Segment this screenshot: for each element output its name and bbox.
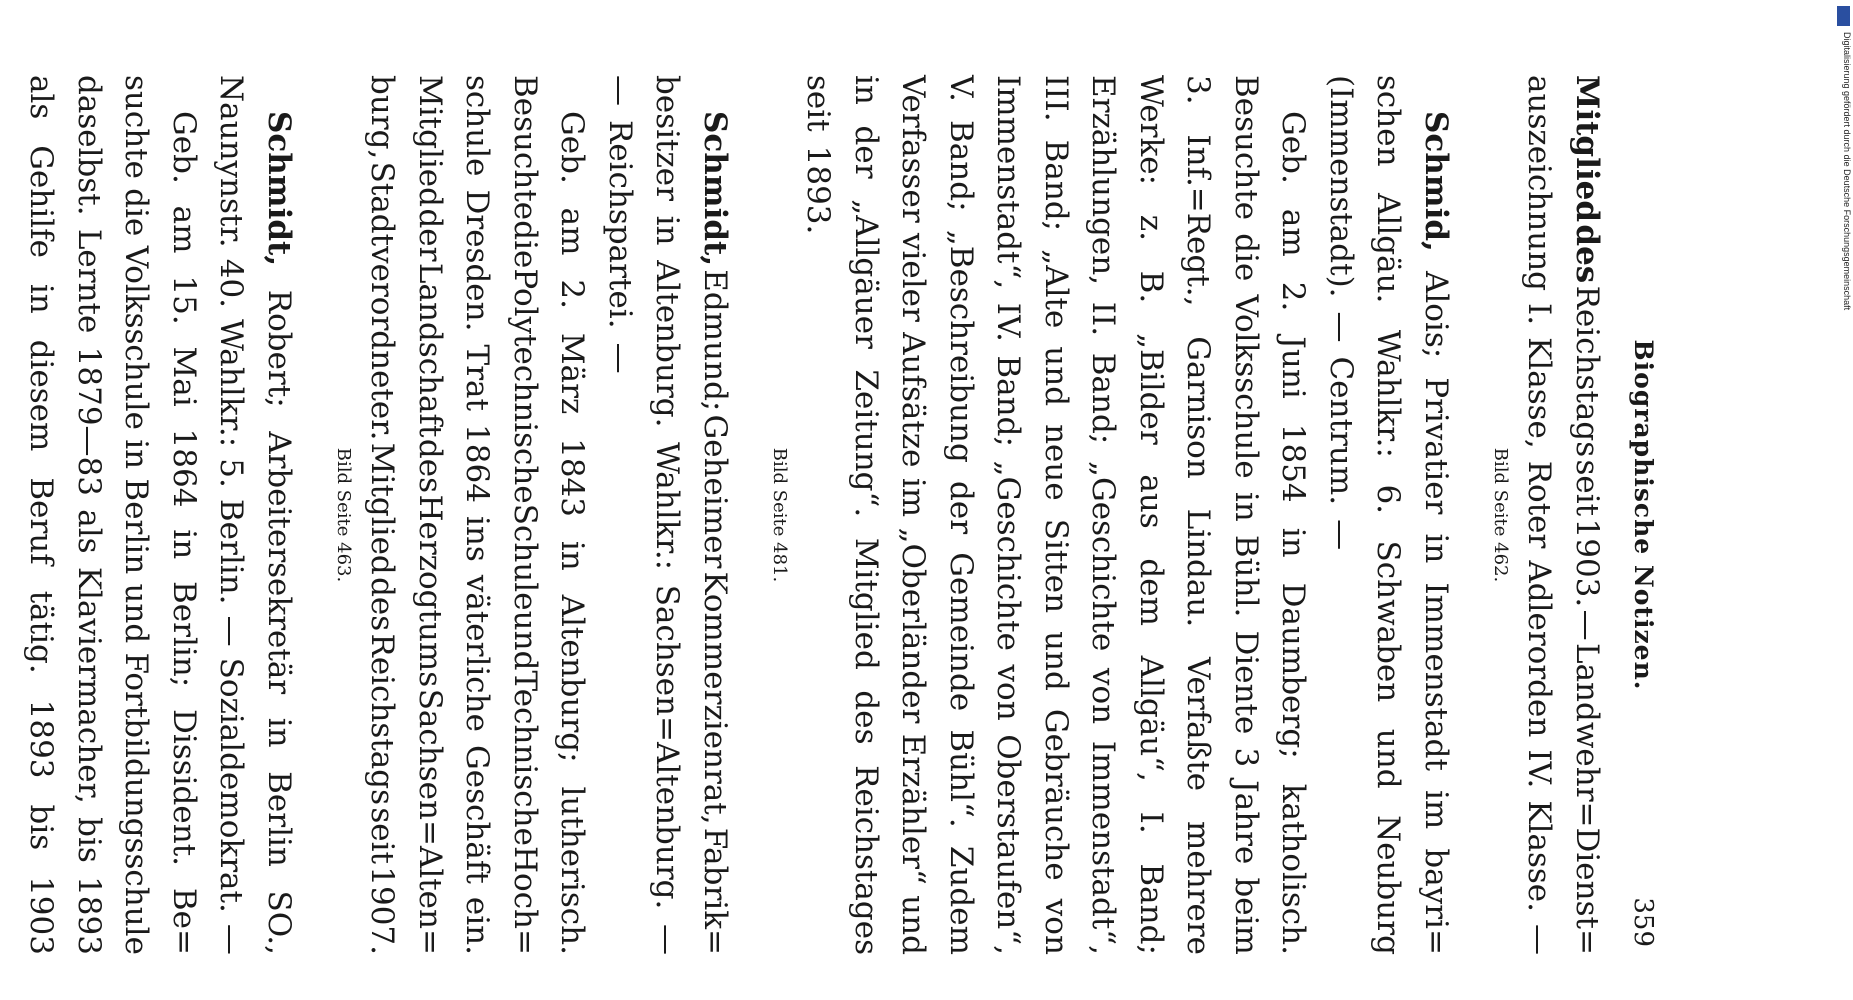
word: 1903. [1569,518,1605,608]
word: Klaviermacher, [71,566,107,804]
word: Immenstadt“, [1085,740,1122,955]
word: Reichstages [848,765,884,955]
word: am [1275,208,1312,257]
word: Hoch= [507,846,543,955]
word: Diente [1228,630,1264,735]
word: 1864 [459,424,496,503]
word: II. [1085,301,1122,337]
dfg-logo-icon [1837,6,1850,26]
word: väterliche [459,574,496,732]
word: Volksschule [118,245,155,430]
word: von [1085,668,1122,725]
word: Centrum. [1323,356,1359,506]
word: Sachsen=Altenburg. [649,584,686,910]
word: Robert; [261,289,297,408]
word: und [1038,631,1074,691]
text-line [1515,75,1563,955]
picture-reference: Bild Seite 481. [769,447,790,583]
word: am [554,207,591,256]
word: 6. [1370,484,1407,515]
word: 2. [554,279,591,309]
word: neue [1038,424,1074,501]
text-line [1032,75,1080,955]
digitization-credit: Digitalisierung gefördert durch die Deutsche Forschungsgemeinschaft [1842,32,1852,311]
word: die [507,220,543,269]
word: (Immenstadt). [1323,75,1359,298]
word: des [412,438,448,493]
word: Jahre [1228,780,1264,865]
word: schule [459,75,496,177]
word: Reichstags [364,633,401,806]
word: Bühl“. [943,729,979,828]
word: in [649,215,686,246]
word: Geb. [1275,111,1312,184]
word: der [412,208,448,262]
text-line [501,75,549,955]
text-line [643,75,691,955]
word: Band; [1085,352,1122,445]
word: Allgäu“, [1133,655,1169,782]
word: Sozialdemokrat. [213,657,250,913]
word: burg, [364,75,401,160]
word: IV. [1521,749,1558,789]
word: in [261,717,297,748]
word: Schmidt, [697,111,733,267]
word: als [71,509,107,554]
word: am [166,205,202,254]
word: Berlin [118,478,155,575]
word: des [848,690,884,745]
word: „Bilder [1133,332,1169,445]
word: Alois; [1418,270,1454,359]
word: und [1038,346,1074,407]
word: 1903 [23,876,60,955]
word: tätig. [23,590,60,674]
word: I. [1521,303,1558,326]
word: der [848,125,884,179]
text-line [358,75,406,955]
text-line [453,75,501,955]
word: „Allgäuer [848,199,884,349]
word: B. [1133,270,1169,304]
word: und [118,583,155,644]
text-line [596,75,644,955]
text-line [548,75,596,955]
word: Polytechnische [507,268,543,504]
word: Schmidt, [261,111,297,267]
word: aus [1133,474,1169,529]
word: Wahlkr.: [649,442,686,571]
word: 1893. [800,145,837,235]
dfg-credit-strip [1836,2,1852,998]
word: Privatier [1418,377,1454,515]
word: in [23,283,60,314]
word: lutherisch. [554,786,591,955]
word: 15. [166,275,202,325]
word: Geheimer [697,414,733,569]
word: beim [1228,877,1264,955]
text-line [842,75,890,955]
word: Berlin; [166,581,202,688]
word: 1843 [554,438,591,517]
word: März [554,332,591,415]
word: Adlerorden [1521,560,1558,738]
word: im [1418,790,1454,830]
page-content [17,75,1658,955]
word: bis [23,804,60,851]
word: in [1228,491,1264,522]
word: der [943,481,979,535]
word: Lindau. [1180,508,1217,628]
word: Gehilfe [23,145,60,258]
running-header [1610,75,1658,955]
word: 3. [1180,75,1217,105]
text-line [1364,75,1412,955]
text-line [207,75,255,955]
word: des [364,577,401,632]
word: katholisch. [1275,783,1312,955]
word: Zudem [943,845,979,955]
word: Edmund; [697,269,733,412]
word: Band; [1038,139,1074,232]
word: „Geschichte [990,460,1027,651]
word: — [602,342,638,374]
text-line [17,75,65,955]
word: in [848,75,884,105]
word: des [1569,224,1605,284]
word: Dissident. [166,709,202,867]
word: 5. [213,458,250,488]
word: — [213,923,250,955]
word: Trat [459,344,496,411]
word: Mai [166,346,202,407]
text-line [112,75,160,955]
word: in [1418,533,1454,564]
word: Geb. [554,111,591,184]
word: Schwaben [1370,540,1407,703]
word: Inf.=Regt., [1180,134,1217,307]
word: Be= [166,887,202,955]
word: dem [1133,558,1169,626]
word: diesem [23,339,60,452]
word: Herzogtums [412,494,448,688]
word: Klasse. [1521,800,1558,912]
word: daselbst. [71,75,107,216]
word: besitzer [649,75,686,201]
word: Besuchte [507,75,543,221]
text-line [1222,75,1270,955]
word: Erzählungen, [1085,75,1122,286]
word: Sachsen=Alten= [412,688,448,955]
text-line [794,75,842,955]
word: Band; [943,120,979,212]
text-body [17,75,1610,955]
word: Schmid, [1418,111,1454,252]
word: vieler [895,232,932,322]
picture-reference: Bild Seite 463. [333,447,354,583]
word: Berlin [261,771,297,867]
word: — [649,923,686,955]
word: Daumberg; [1275,582,1312,759]
entry-spacer [302,75,328,955]
word: Dresden. [459,189,496,332]
entry-spacer [738,75,764,955]
word: Altenburg. [649,260,686,428]
word: ins [459,516,496,562]
text-line [160,75,208,955]
word: — [1521,923,1558,955]
word: Geschäft [459,745,496,884]
word: 1893 [23,699,60,779]
text-line [406,75,454,955]
word: Mitglied [1569,75,1605,223]
word: Reichspartei. [602,120,638,329]
word: Gebräuche [1038,708,1074,881]
word: bis [71,817,107,863]
word: Klasse, [1521,337,1558,449]
word: Lernte [71,228,107,334]
word: Verfasser [895,75,932,223]
word: Landschaft [412,262,448,438]
page-number: 359 [1628,897,1658,947]
word: — [1323,311,1359,343]
word: in [118,439,155,470]
entry-spacer [1459,75,1485,955]
word: als [23,75,60,120]
word: in [554,540,591,571]
word: 3 [1228,747,1264,768]
text-line [1317,75,1365,955]
text-line [1269,75,1317,955]
word: SO., [261,890,297,955]
word: Wahlkr.: [213,319,250,448]
word: — [1569,609,1605,641]
text-line [65,75,113,955]
word: Wahlkr.: [1370,329,1407,458]
word: Fortbildungsschule [118,652,155,955]
text-line [984,75,1032,955]
word: Technische [507,670,543,846]
text-line [889,75,937,955]
word: 40. [213,258,250,309]
word: schen [1370,75,1407,167]
text-line [691,75,739,955]
word: seit [1569,459,1605,517]
word: Gemeinde [943,552,979,712]
word: Immenstadt“, [990,75,1027,290]
text-line [1127,75,1175,955]
word: Garnison [1180,336,1217,479]
text-line [937,75,985,955]
word: Mitglied [364,442,401,575]
word: IV. [990,302,1027,342]
word: Mitglied [412,75,448,207]
word: in [166,529,202,560]
word: Volksschule [1228,294,1264,479]
word: 2. [1275,281,1312,312]
word: Erzähler“ [895,733,932,885]
word: Berlin. [213,498,250,605]
word: z. [1133,214,1169,241]
word: Juni [1275,336,1312,399]
word: Aufsätze [895,332,932,468]
picture-reference: Bild Seite 462. [1490,447,1511,583]
text-line [1079,75,1127,955]
word: „Beschreibung [943,229,979,463]
word: die [1228,233,1264,282]
text-line [1174,75,1222,955]
word: seit [800,75,837,132]
word: Mitglied [848,537,884,670]
word: ein. [459,896,496,955]
word: Oberstaufen“, [990,734,1027,955]
word: — [1323,519,1359,551]
word: „Oberländer [895,527,932,724]
word: 1879—83 [71,346,107,496]
word: Immenstadt [1418,582,1454,771]
word: Werke: [1133,75,1169,186]
word: Sitten [1038,518,1074,614]
word: im [895,477,932,518]
word: 1864 [166,428,202,508]
word: 1893 [71,876,107,955]
word: in [1275,527,1312,558]
word: seit [364,807,401,864]
word: Schule [507,503,543,611]
word: Naunynstr. [213,75,250,248]
word: III. [1038,75,1074,122]
word: I. [1133,811,1169,834]
word: V. [943,75,979,102]
word: Neuburg [1370,815,1407,955]
word: Arbeitersekretär [261,431,297,695]
word: suchte [118,75,155,180]
word: Zeitung“. [848,369,884,518]
word: Beruf [23,477,60,565]
text-line [255,75,303,955]
word: — [213,615,250,647]
word: Fabrik= [697,827,733,955]
word: Band; [1133,863,1169,955]
word: Roter [1521,460,1558,549]
word: — [602,75,638,106]
word: Reichstags [1569,285,1605,458]
word: Landwehr=Dienst= [1569,642,1605,955]
word: und [1370,728,1407,789]
word: die [118,188,155,237]
word: und [895,895,932,955]
word: Geb. [166,111,202,184]
text-line [1563,75,1611,955]
word: Altenburg; [554,594,591,763]
word: 1907. [364,866,401,955]
word: bayri= [1418,848,1454,955]
word: Stadtverordneter. [364,161,401,441]
word: und [507,610,543,671]
word: von [1038,898,1074,955]
word: Allgäu. [1370,193,1407,304]
word: „Geschichte [1085,460,1122,652]
word: von [990,664,1027,721]
word: 1854 [1275,423,1312,503]
word: auszeichnung [1521,75,1558,292]
word: Verfaßte [1180,656,1217,792]
word: Bühl. [1228,534,1264,618]
word: Besuchte [1228,75,1264,221]
text-line [1412,75,1460,955]
page-title: Biographische Notizen. [1629,339,1658,691]
word: Band; [990,355,1027,447]
word: mehrere [1180,820,1217,955]
word: Kommerzienrat, [697,571,733,825]
word: „Alte [1038,249,1074,329]
